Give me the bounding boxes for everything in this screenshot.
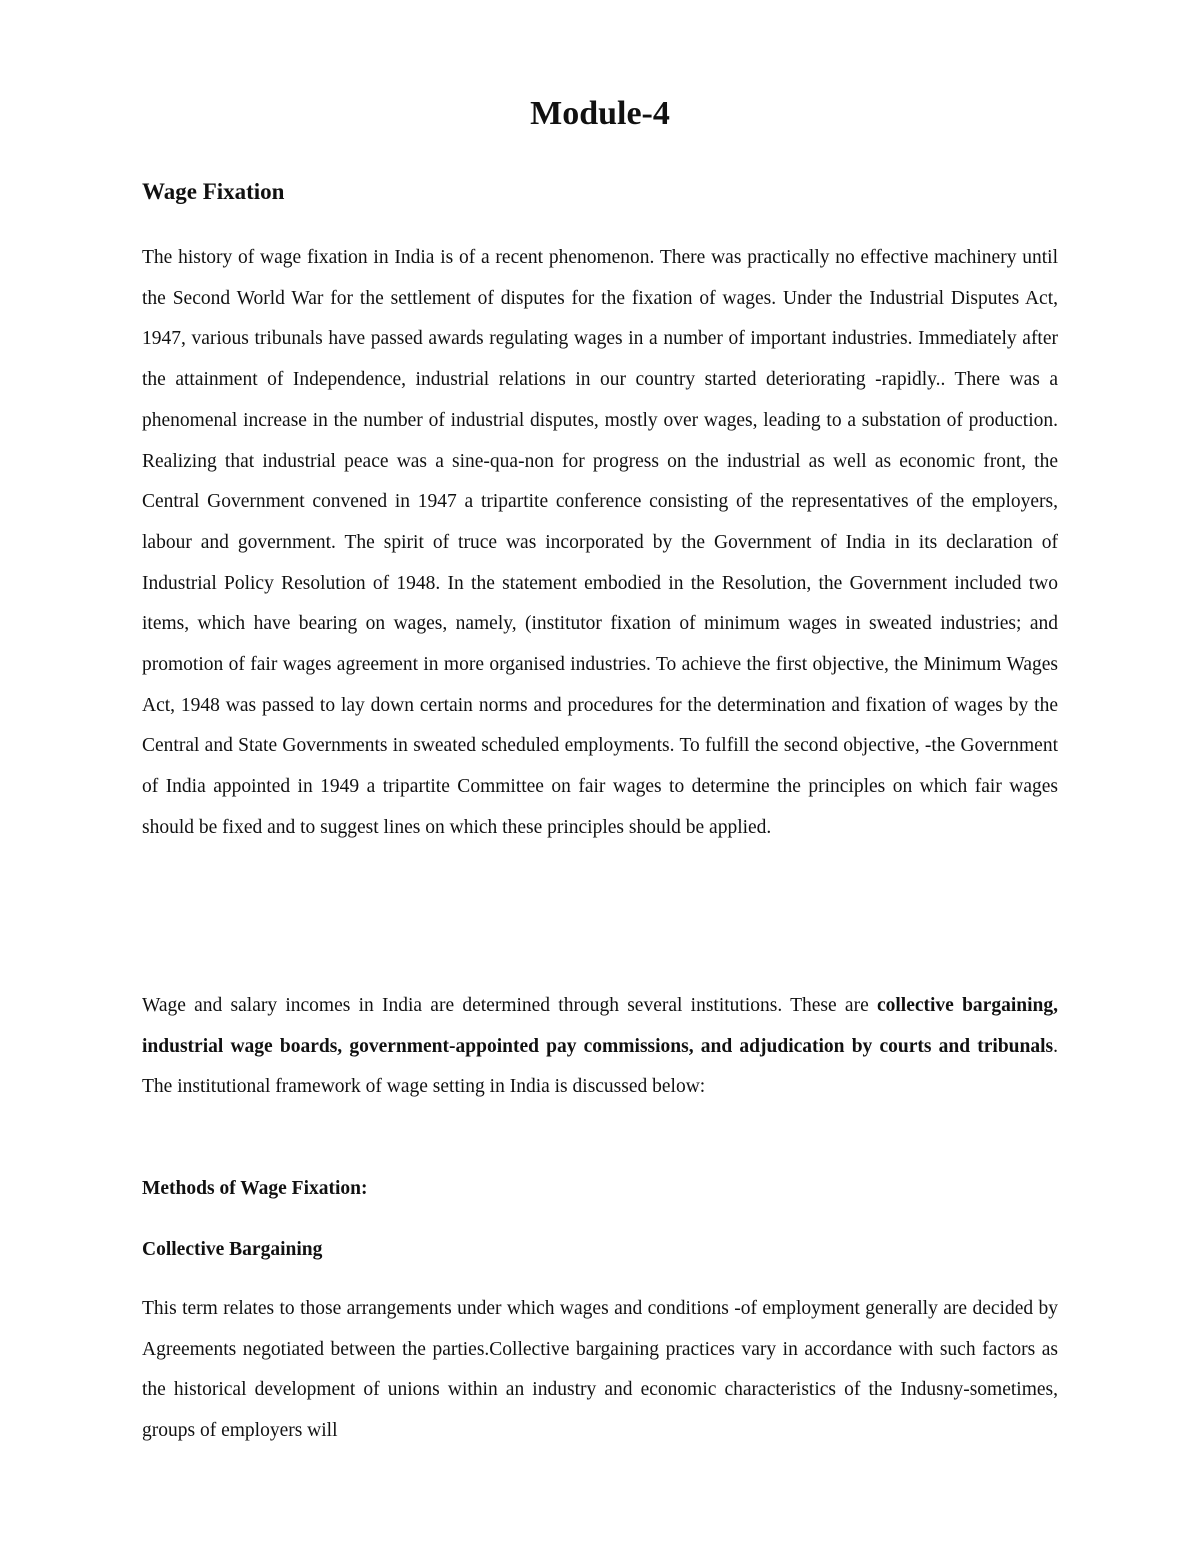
- paragraph-institutions-bold: collective bargaining, industrial wage boards, government-appointed pay commissions, and adjudication by courts and tribunals: [142, 995, 1058, 1057]
- methods-heading: Methods of Wage Fixation:: [142, 1178, 368, 1199]
- paragraph-history: The history of wage fixation in India is of a recent phenomenon. There was practically no effective machinery until the Second World War for the settlement of disputes for the fixation of wages. Under the Industrial Disputes Act, 1947, various tribunals have passed awards regulating wages in a number of important industries. Immediately after the attainment of Independence, industrial relations in our country started deteriorating -rapidly.. There was a phenomenal increase in the number of industrial disputes, mostly over wages, leading to a substation of production. Realizing that industrial peace was a sine-qua-non for progress on the industrial as well as economic front, the Central Government convened in 1947 a tripartite conference consisting of the representatives of the employers, labour and government. The spirit of truce was incorporated by the Government of India in its declaration of Industrial Policy Resolution of 1948. In the statement embodied in the Resolution, the Government included two items, which have bearing on wages, namely, (institutor fixation of minimum wages in sweated industries; and promotion of fair wages agreement in more organised industries. To achieve the first objective, the Minimum Wages Act, 1948 was passed to lay down certain norms and procedures for the determination and fixation of wages by the Central and State Governments in sweated scheduled employments. To fulfill the second objective, -the Government of India appointed in 1949 a tripartite Committee on fair wages to determine the principles on which fair wages should be fixed and to suggest lines on which these principles should be applied.: [142, 247, 1058, 838]
- paragraph-institutions-intro: Wage and salary incomes in India are determined through several institutions. These are: [142, 995, 877, 1016]
- paragraph-institutions: [142, 986, 1058, 1108]
- page-title: Module-4: [530, 95, 670, 132]
- paragraph-collective-bargaining: This term relates to those arrangements under which wages and conditions -of employment generally are decided by Agreements negotiated between the parties.Collective bargaining practices vary in accordance with such factors as the historical development of unions within an industry and economic characteristics of the Indusny-sometimes, groups of employers will: [142, 1298, 1058, 1442]
- subsection-heading-collective-bargaining: Collective Bargaining: [142, 1239, 323, 1260]
- paragraph-institutions-end: . The institutional framework of wage setting in India is discussed below:: [142, 1035, 1058, 1098]
- section-heading-wage-fixation: Wage Fixation: [142, 179, 285, 204]
